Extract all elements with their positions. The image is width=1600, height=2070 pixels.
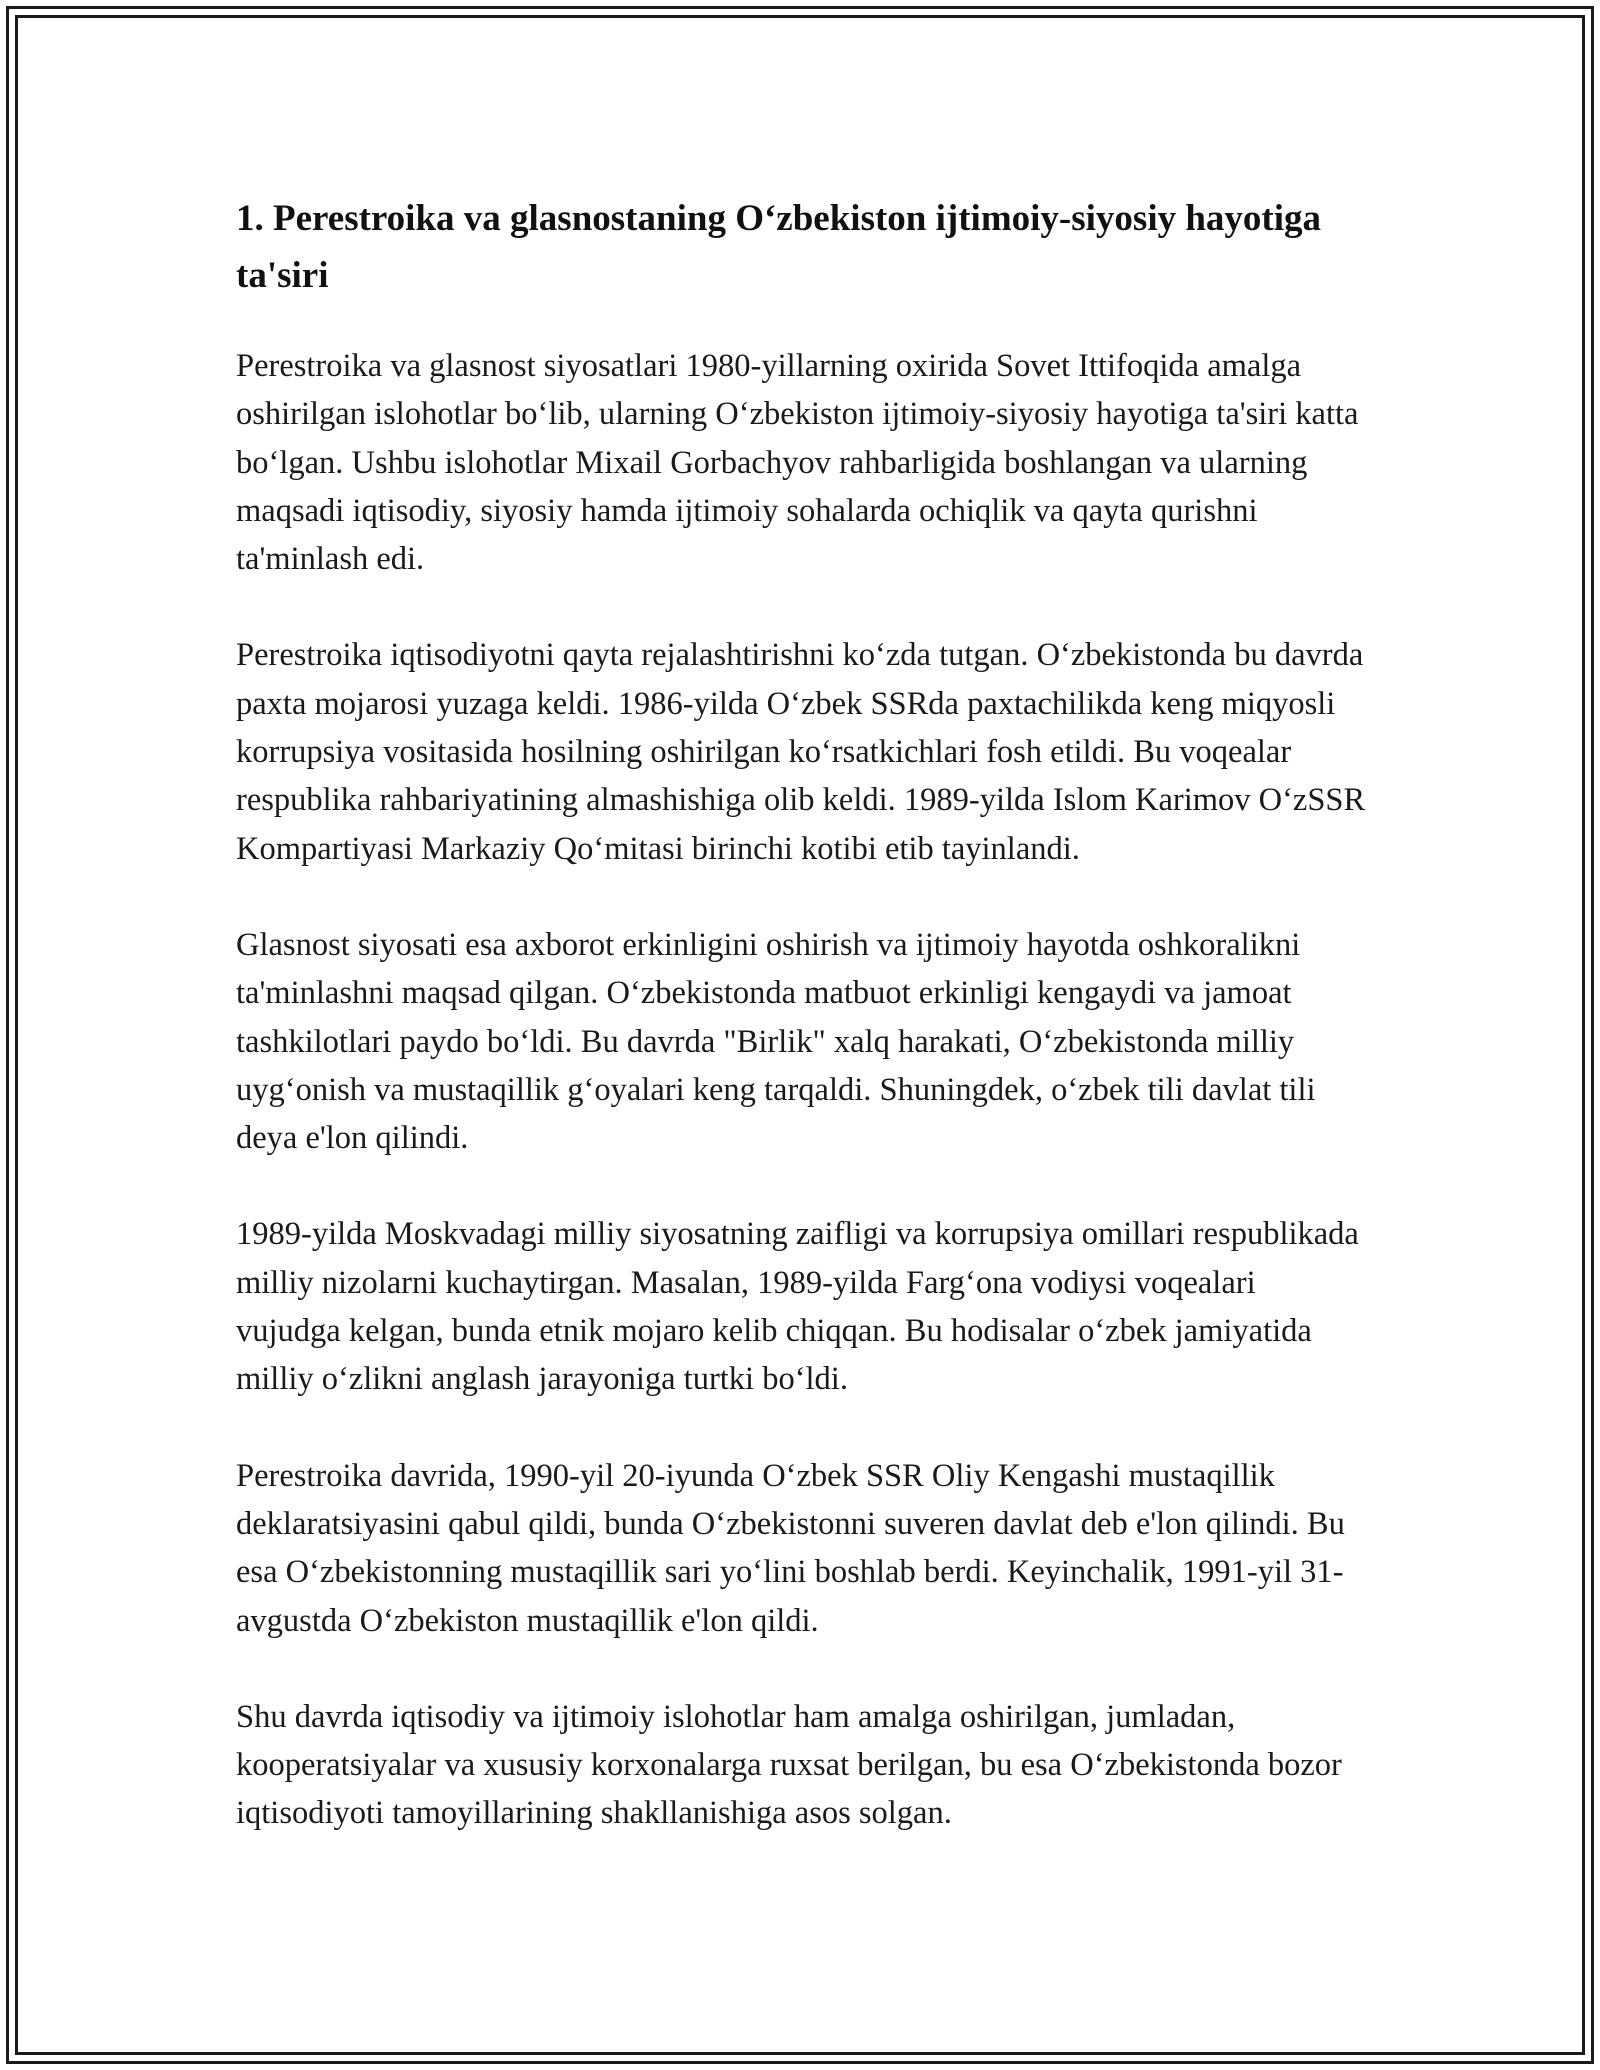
paragraph-ethnic-conflicts: 1989-yilda Moskvadagi milliy siyosatning zaifligi va korrupsiya omillari respublikada milliy nizolarni kuchaytirgan. Masalan, 1989-yilda Farg‘ona vodiysi voqealari vujudga kelgan, bunda etnik mojaro kelib chiqqan. Bu hodisalar o‘zbek jamiyatida milliy o‘zlikni anglash jarayoniga turtki bo‘ldi. — [236, 1216, 1359, 1398]
section-heading: 1. Perestroika va glasnostaning O‘zbekiston ijtimoiy-siyosiy hayotiga ta'siri — [236, 198, 1322, 296]
paragraph-cotton-affair: Perestroika iqtisodiyotni qayta rejalashtirishni ko‘zda tutgan. O‘zbekistonda bu davrda paxta mojarosi yuzaga keldi. 1986-yilda O‘zbek SSRda paxtachilikda keng miqyosli korrupsiya vositasida hosilning oshirilgan ko‘rsatkichlari fosh etildi. Bu voqealar respublika rahbariyatining almashishiga olib keldi. 1989-yilda Islom Karimov O‘zSSR Kompartiyasi Markaziy Qo‘mitasi birinchi kotibi etib tayinlandi. — [236, 637, 1366, 867]
paragraph-independence-declaration: Perestroika davrida, 1990-yil 20-iyunda O‘zbek SSR Oliy Kengashi mustaqillik deklaratsiyasini qabul qildi, bunda O‘zbekistonni suveren davlat deb e'lon qilindi. Bu esa O‘zbekistonning mustaqillik sari yo‘lini boshlab berdi. Keyinchalik, 1991-yil 31-avgustda O‘zbekiston mustaqillik e'lon qildi. — [236, 1457, 1345, 1639]
paragraph-economic-reforms: Shu davrda iqtisodiy va ijtimoiy islohotlar ham amalga oshirilgan, jumladan, kooperatsiyalar va xususiy korxonalarga ruxsat berilgan, bu esa O‘zbekistonda bozor iqtisodiyoti tamoyillarining shakllanishiga asos solgan. — [236, 1698, 1342, 1832]
paragraph-glasnost-policy: Glasnost siyosati esa axborot erkinligini oshirish va ijtimoiy hayotda oshkoralikni ta'minlashni maqsad qilgan. O‘zbekistonda matbuot erkinligi kengaydi va jamoat tashkilotlari paydo bo‘ldi. Bu davrda "Birlik" xalq harakati, O‘zbekistonda milliy uyg‘onish va mustaqillik g‘oyalari keng tarqaldi. Shuningdek, o‘zbek tili davlat tili deya e'lon qilindi. — [236, 926, 1316, 1157]
document-body — [236, 190, 1366, 1886]
paragraph-perestroika-glasnost-intro: Perestroika va glasnost siyosatlari 1980-yillarning oxirida Sovet Ittifoqida amalga oshirilgan islohotlar bo‘lib, ularning O‘zbekiston ijtimoiy-siyosiy hayotiga ta'siri katta bo‘lgan. Ushbu islohotlar Mixail Gorbachyov rahbarligida boshlangan va ularning maqsadi iqtisodiy, siyosiy hamda ijtimoiy sohalarda ochiqlik va qayta qurishni ta'minlash edi. — [236, 348, 1359, 578]
